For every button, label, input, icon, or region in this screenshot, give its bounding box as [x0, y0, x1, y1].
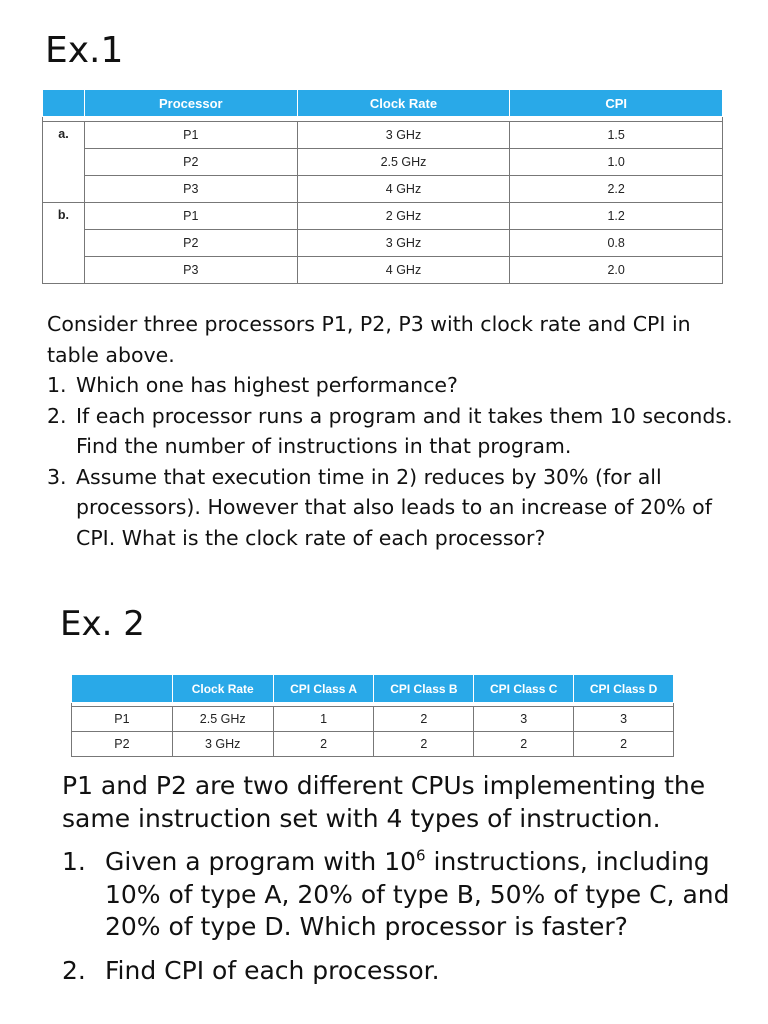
- header-cell: Clock Rate: [297, 90, 510, 117]
- ex1-problem-text: [47, 309, 737, 553]
- question-text: Assume that execution time in 2) reduces by 30% (for all processors). However that also leads to an increase of 20% of CPI. What is the clock rate of each processor?: [76, 464, 712, 550]
- header-cell: CPI Class C: [474, 675, 574, 703]
- header-cell: CPI Class B: [374, 675, 474, 703]
- header-cell: Processor: [84, 90, 297, 117]
- ex2-cpu-table: [71, 674, 674, 757]
- question-text: [105, 847, 729, 941]
- table-cell: 4 GHz: [297, 176, 510, 203]
- table-cell: 1.5: [510, 122, 723, 149]
- ex2-question-list: [62, 846, 752, 987]
- table-row: [43, 149, 723, 176]
- table-row: [72, 707, 674, 732]
- table-cell: P2: [72, 732, 173, 757]
- table-cell: 2: [474, 732, 574, 757]
- question-number: 2.: [47, 403, 67, 428]
- table-cell: P3: [84, 257, 297, 284]
- table-row: [43, 230, 723, 257]
- table-cell: 2: [374, 732, 474, 757]
- table-cell: P3: [84, 176, 297, 203]
- table-header-row: [72, 675, 674, 703]
- table-cell: 3 GHz: [297, 230, 510, 257]
- header-cell: [43, 90, 85, 117]
- table-header-row: [43, 90, 723, 117]
- list-item: [47, 401, 737, 462]
- list-item: [62, 846, 752, 944]
- question-number: 2.: [62, 955, 86, 985]
- list-item: [47, 462, 737, 554]
- table-row: [43, 203, 723, 230]
- question-text-part: Given a program with 10: [105, 847, 417, 876]
- group-label: b.: [43, 203, 85, 284]
- ex1-question-list: [47, 370, 737, 553]
- ex1-processor-table: [42, 89, 723, 284]
- question-text: Find CPI of each processor.: [105, 955, 440, 985]
- exercise-1-title: Ex.1: [45, 30, 124, 71]
- question-number: 3.: [47, 464, 67, 489]
- question-text-part: instructions, including 10% of type A, 20% of type B, 50% of type C, and 20% of type D. Which processor is faster?: [105, 847, 730, 941]
- table-cell: 1: [273, 707, 374, 732]
- table-cell: 3: [574, 707, 674, 732]
- table-cell: P1: [72, 707, 173, 732]
- group-label: a.: [43, 122, 85, 203]
- table-row: [43, 257, 723, 284]
- ex2-problem-text: [62, 770, 752, 987]
- table-row: [43, 122, 723, 149]
- table-cell: P1: [84, 203, 297, 230]
- header-cell: CPI Class A: [273, 675, 374, 703]
- ex2-intro: P1 and P2 are two different CPUs implementing the same instruction set with 4 types of instruction.: [62, 771, 706, 833]
- table-cell: P1: [84, 122, 297, 149]
- table-cell: 2.5 GHz: [172, 707, 273, 732]
- table-cell: P2: [84, 230, 297, 257]
- table-cell: 1.2: [510, 203, 723, 230]
- question-text: If each processor runs a program and it takes them 10 seconds. Find the number of instructions in that program.: [76, 403, 733, 458]
- table-cell: 4 GHz: [297, 257, 510, 284]
- table-cell: 2: [374, 707, 474, 732]
- table-cell: 2: [273, 732, 374, 757]
- list-item: [47, 370, 737, 401]
- list-item: [62, 955, 752, 988]
- table-cell: 3 GHz: [297, 122, 510, 149]
- ex1-intro: Consider three processors P1, P2, P3 with clock rate and CPI in table above.: [47, 312, 691, 367]
- exponent: 6: [416, 846, 426, 865]
- table-cell: 0.8: [510, 230, 723, 257]
- table-cell: P2: [84, 149, 297, 176]
- table-cell: 2.2: [510, 176, 723, 203]
- question-number: 1.: [47, 373, 67, 397]
- exercise-2-title: Ex. 2: [60, 604, 145, 644]
- table-cell: 3: [474, 707, 574, 732]
- table-row: [43, 176, 723, 203]
- table-cell: 1.0: [510, 149, 723, 176]
- table-cell: 2: [574, 732, 674, 757]
- table-cell: 3 GHz: [172, 732, 273, 757]
- header-cell: Clock Rate: [172, 675, 273, 703]
- table-cell: 2 GHz: [297, 203, 510, 230]
- question-text: Which one has highest performance?: [76, 373, 458, 397]
- header-cell: [72, 675, 173, 703]
- table-row: [72, 732, 674, 757]
- header-cell: CPI: [510, 90, 723, 117]
- question-number: 1.: [62, 847, 86, 876]
- table-cell: 2.5 GHz: [297, 149, 510, 176]
- header-cell: CPI Class D: [574, 675, 674, 703]
- table-cell: 2.0: [510, 257, 723, 284]
